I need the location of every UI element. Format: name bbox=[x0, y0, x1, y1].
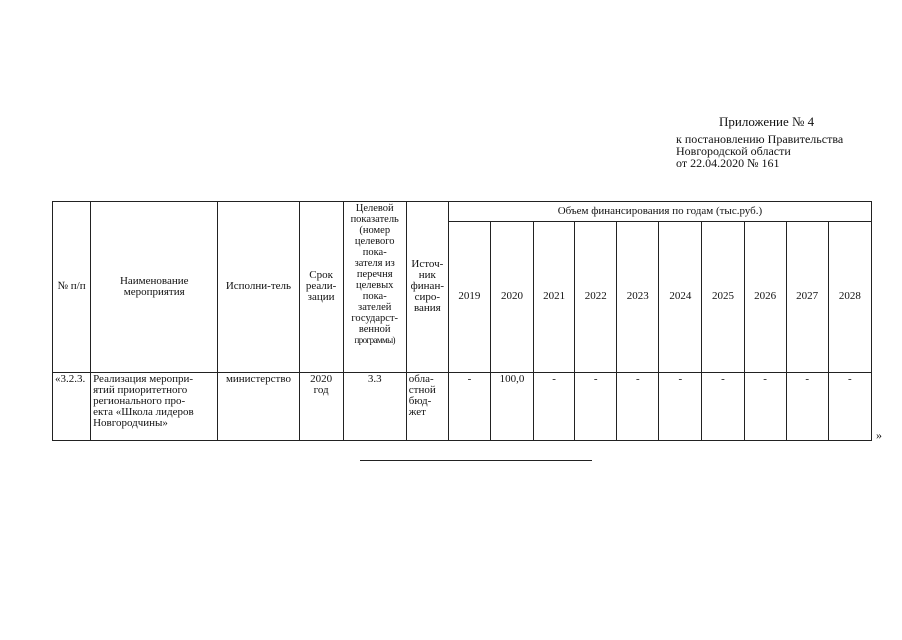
col-header-executor: Исполни-тель bbox=[218, 202, 299, 373]
col-header-source: Источ-ник финан-сиро-вания bbox=[406, 202, 448, 373]
row-source-line: стной bbox=[408, 383, 436, 396]
value-2028: - bbox=[828, 372, 871, 440]
year-header-2027: 2027 bbox=[786, 222, 828, 373]
appendix-subtitle bbox=[676, 133, 843, 169]
indicator-line: венной bbox=[358, 324, 391, 335]
indicator-line: зателей bbox=[358, 302, 392, 313]
value-2025: - bbox=[702, 372, 744, 440]
year-header-2026: 2026 bbox=[744, 222, 786, 373]
row-indicator: 3.3 bbox=[343, 372, 406, 440]
indicator-line: государст- bbox=[351, 313, 399, 324]
value-2021: - bbox=[534, 372, 575, 440]
indicator-line: пока- bbox=[362, 247, 387, 258]
value-2022: - bbox=[575, 372, 617, 440]
year-header-2025: 2025 bbox=[702, 222, 744, 373]
indicator-line: Целевой bbox=[355, 203, 394, 214]
col-header-term: Срок реали-зации bbox=[299, 202, 343, 373]
year-header-2022: 2022 bbox=[575, 222, 617, 373]
appendix-line-2: Новгородской области bbox=[676, 144, 791, 158]
signature-line bbox=[360, 460, 592, 461]
appendix-title: Приложение № 4 bbox=[719, 114, 815, 129]
table-row bbox=[53, 372, 872, 440]
row-executor: министерство bbox=[218, 372, 299, 440]
col-header-indicator bbox=[343, 202, 406, 373]
row-name-line: екта «Школа лидеров bbox=[93, 405, 194, 418]
appendix-line-1: к постановлению Правительства bbox=[676, 132, 844, 146]
row-name-line: Реализация меропри- bbox=[93, 372, 194, 385]
row-name-line: Новгородчины» bbox=[93, 416, 168, 429]
indicator-line: показатель bbox=[350, 214, 399, 225]
indicator-line: пока- bbox=[362, 291, 387, 302]
indicator-line: зателя из bbox=[354, 258, 395, 269]
row-name-line: ятий приоритетного bbox=[93, 383, 188, 396]
row-term bbox=[299, 372, 343, 440]
row-num: «3.2.3. bbox=[53, 372, 91, 440]
value-2023: - bbox=[617, 372, 659, 440]
value-2026: - bbox=[744, 372, 786, 440]
year-header-2021: 2021 bbox=[534, 222, 575, 373]
indicator-line: целевых bbox=[355, 280, 394, 291]
appendix-line-3: от 22.04.2020 № 161 bbox=[676, 156, 780, 170]
indicator-line: программы) bbox=[354, 335, 395, 345]
indicator-line: перечня bbox=[356, 269, 393, 280]
header-row-1 bbox=[53, 202, 872, 222]
value-2024: - bbox=[659, 372, 702, 440]
year-header-2028: 2028 bbox=[828, 222, 871, 373]
closing-quote: » bbox=[876, 428, 882, 442]
col-header-funding: Объем финансирования по годам (тыс.руб.) bbox=[448, 202, 871, 222]
row-source-line: бюд- bbox=[408, 394, 432, 407]
row-name-line: регионального про- bbox=[93, 394, 186, 407]
year-header-2023: 2023 bbox=[617, 222, 659, 373]
year-header-2020: 2020 bbox=[490, 222, 533, 373]
value-2020: 100,0 bbox=[490, 372, 533, 440]
row-term-line: год bbox=[313, 383, 329, 396]
year-header-2019: 2019 bbox=[448, 222, 490, 373]
value-2027: - bbox=[786, 372, 828, 440]
col-header-name: Наименование мероприятия bbox=[91, 202, 218, 373]
col-header-num: № п/п bbox=[53, 202, 91, 373]
row-name bbox=[91, 372, 218, 440]
value-2019: - bbox=[448, 372, 490, 440]
row-source-line: обла- bbox=[408, 372, 434, 385]
row-source-line: жет bbox=[408, 405, 426, 418]
indicator-line: целевого bbox=[354, 236, 395, 247]
indicator-line: (номер bbox=[359, 225, 391, 236]
funding-table bbox=[52, 201, 872, 441]
row-source bbox=[406, 372, 448, 440]
row-term-line: 2020 bbox=[310, 372, 333, 385]
year-header-2024: 2024 bbox=[659, 222, 702, 373]
